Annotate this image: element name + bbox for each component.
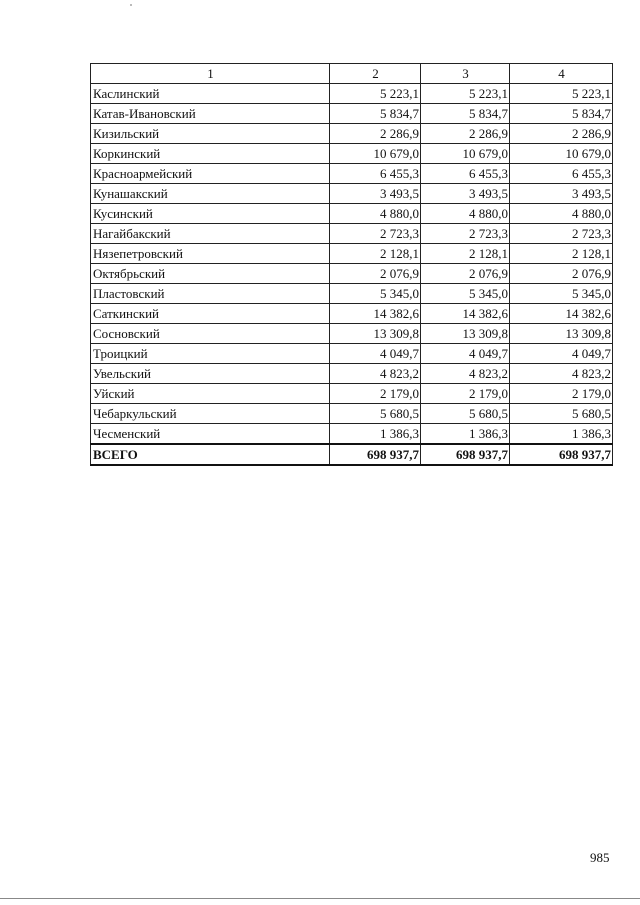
district-name: Чебаркульский <box>91 404 330 424</box>
value-col4: 4 823,2 <box>510 364 613 384</box>
value-col3: 2 128,1 <box>421 244 510 264</box>
value-col2: 4 880,0 <box>330 204 421 224</box>
value-col3: 5 345,0 <box>421 284 510 304</box>
value-col2: 2 723,3 <box>330 224 421 244</box>
table-row <box>91 184 613 204</box>
table-row <box>91 364 613 384</box>
value-col4: 5 680,5 <box>510 404 613 424</box>
header-row <box>91 64 613 84</box>
district-name: Кизильский <box>91 124 330 144</box>
table-row <box>91 144 613 164</box>
value-col3: 1 386,3 <box>421 424 510 445</box>
district-name: Кусинский <box>91 204 330 224</box>
value-col2: 2 128,1 <box>330 244 421 264</box>
header-cell-3: 3 <box>421 64 510 84</box>
value-col3: 2 076,9 <box>421 264 510 284</box>
value-col2: 4 049,7 <box>330 344 421 364</box>
value-col3: 2 179,0 <box>421 384 510 404</box>
district-name: Увельский <box>91 364 330 384</box>
value-col4: 2 286,9 <box>510 124 613 144</box>
total-value-col2: 698 937,7 <box>330 444 421 465</box>
value-col2: 5 223,1 <box>330 84 421 104</box>
budget-table <box>90 63 613 466</box>
value-col3: 6 455,3 <box>421 164 510 184</box>
value-col4: 4 049,7 <box>510 344 613 364</box>
value-col3: 14 382,6 <box>421 304 510 324</box>
total-value-col3: 698 937,7 <box>421 444 510 465</box>
value-col2: 4 823,2 <box>330 364 421 384</box>
district-name: Коркинский <box>91 144 330 164</box>
value-col4: 5 345,0 <box>510 284 613 304</box>
total-label: ВСЕГО <box>91 444 330 465</box>
value-col4: 3 493,5 <box>510 184 613 204</box>
table-body <box>91 84 613 466</box>
value-col4: 14 382,6 <box>510 304 613 324</box>
table-row <box>91 204 613 224</box>
value-col2: 3 493,5 <box>330 184 421 204</box>
district-name: Уйский <box>91 384 330 404</box>
district-name: Чесменский <box>91 424 330 445</box>
value-col4: 2 076,9 <box>510 264 613 284</box>
district-name: Катав-Ивановский <box>91 104 330 124</box>
district-name: Нагайбакский <box>91 224 330 244</box>
table-row <box>91 284 613 304</box>
value-col3: 4 823,2 <box>421 364 510 384</box>
value-col2: 2 076,9 <box>330 264 421 284</box>
value-col2: 1 386,3 <box>330 424 421 445</box>
table-row <box>91 304 613 324</box>
table-row <box>91 84 613 104</box>
value-col3: 4 049,7 <box>421 344 510 364</box>
value-col4: 4 880,0 <box>510 204 613 224</box>
value-col2: 6 455,3 <box>330 164 421 184</box>
district-name: Саткинский <box>91 304 330 324</box>
value-col4: 5 834,7 <box>510 104 613 124</box>
value-col4: 2 128,1 <box>510 244 613 264</box>
value-col4: 10 679,0 <box>510 144 613 164</box>
value-col4: 5 223,1 <box>510 84 613 104</box>
table-row <box>91 244 613 264</box>
district-name: Красноармейский <box>91 164 330 184</box>
table-row <box>91 104 613 124</box>
district-name: Октябрьский <box>91 264 330 284</box>
page-number: 985 <box>590 850 610 865</box>
table-row <box>91 124 613 144</box>
table-row <box>91 404 613 424</box>
value-col4: 13 309,8 <box>510 324 613 344</box>
value-col3: 13 309,8 <box>421 324 510 344</box>
value-col2: 5 680,5 <box>330 404 421 424</box>
scan-artifact <box>130 4 132 6</box>
district-name: Пластовский <box>91 284 330 304</box>
value-col2: 2 286,9 <box>330 124 421 144</box>
total-value-col4: 698 937,7 <box>510 444 613 465</box>
value-col3: 10 679,0 <box>421 144 510 164</box>
value-col2: 14 382,6 <box>330 304 421 324</box>
district-name: Сосновский <box>91 324 330 344</box>
value-col2: 5 834,7 <box>330 104 421 124</box>
value-col3: 2 723,3 <box>421 224 510 244</box>
value-col4: 2 179,0 <box>510 384 613 404</box>
value-col2: 10 679,0 <box>330 144 421 164</box>
total-row <box>91 444 613 465</box>
value-col2: 5 345,0 <box>330 284 421 304</box>
table-row <box>91 164 613 184</box>
value-col4: 6 455,3 <box>510 164 613 184</box>
table-row <box>91 344 613 364</box>
value-col3: 5 834,7 <box>421 104 510 124</box>
header-cell-4: 4 <box>510 64 613 84</box>
table-row <box>91 424 613 445</box>
value-col3: 5 680,5 <box>421 404 510 424</box>
header-cell-2: 2 <box>330 64 421 84</box>
value-col4: 1 386,3 <box>510 424 613 445</box>
district-name: Каслинский <box>91 84 330 104</box>
value-col3: 5 223,1 <box>421 84 510 104</box>
district-name: Нязепетровский <box>91 244 330 264</box>
table-row <box>91 224 613 244</box>
table-row <box>91 264 613 284</box>
value-col3: 4 880,0 <box>421 204 510 224</box>
header-cell-1: 1 <box>91 64 330 84</box>
district-name: Кунашакский <box>91 184 330 204</box>
table-row <box>91 384 613 404</box>
value-col3: 2 286,9 <box>421 124 510 144</box>
value-col2: 13 309,8 <box>330 324 421 344</box>
district-name: Троицкий <box>91 344 330 364</box>
bottom-rule <box>0 898 640 899</box>
table-row <box>91 324 613 344</box>
value-col3: 3 493,5 <box>421 184 510 204</box>
value-col2: 2 179,0 <box>330 384 421 404</box>
value-col4: 2 723,3 <box>510 224 613 244</box>
